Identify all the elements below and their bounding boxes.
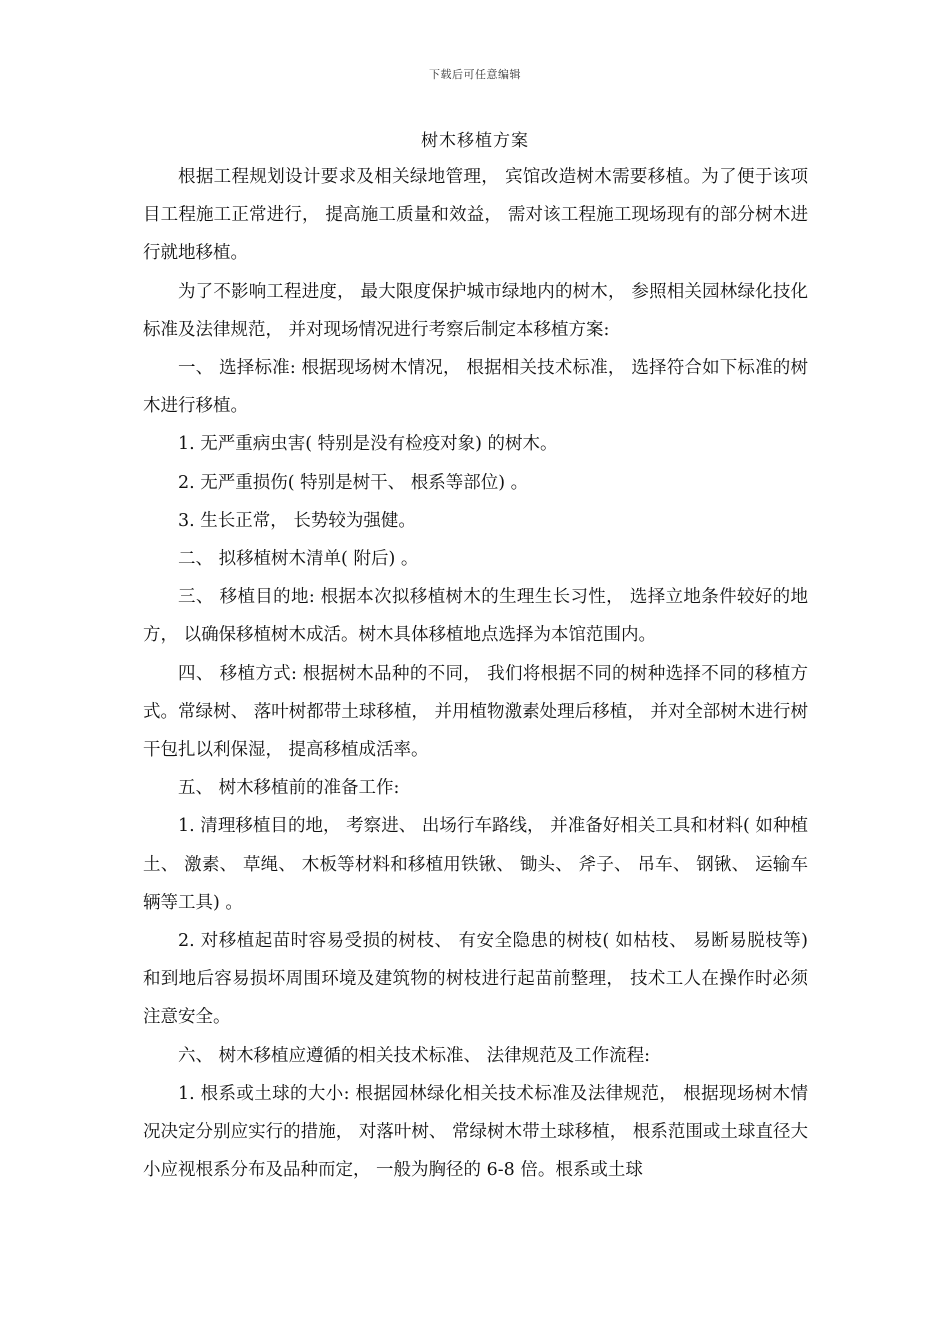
paragraph-item-5-2: 2. 对移植起苗时容易受损的树枝、 有安全隐患的树枝( 如枯枝、 易断易脱枝等) 和到地后容易损坏周围环境及建筑物的树枝进行起苗前整理， 技术工人在操作时必须注意安全。 [143,931,808,1028]
paragraph-section-4: 四、 移植方式: 根据树木品种的不同， 我们将根据不同的树种选择不同的移植方式。常绿树、 落叶树都带土球移植， 并用植物激素处理后移植， 并对全部树木进行树干包扎以利保湿， 提高移植成活率。 [143,663,808,761]
paragraph-item-1-2: 2. 无严重损伤( 特别是树干、 根系等部位) 。 [178,472,529,493]
paragraph-intro: 根据工程规划设计要求及相关绿地管理， 宾馆改造树木需要移植。为了便于该项目工程施工正常进行， 提高施工质量和效益， 需对该工程施工现场现有的部分树木进行就地移植。 [143,167,808,264]
download-note: 下载后可任意编辑 [429,68,521,81]
paragraph-section-5: 五、 树木移植前的准备工作: [178,778,400,799]
paragraph-item-6-1: 1. 根系或土球的大小: 根据园林绿化相关技术标准及法律规范， 根据现场树木情况决定分别应实行的措施， 对落叶树、 常绿树木带土球移植， 根系范围或土球直径大小应视根系分布及品种而定， 一般为胸径的 6-8 倍。根系或土球 [143,1083,808,1181]
paragraph-section-3: 三、 移植目的地: 根据本次拟移植树木的生理生长习性， 选择立地条件较好的地方， 以确保移植树木成活。树木具体移植地点选择为本馆范围内。 [143,587,808,646]
paragraph-section-2: 二、 拟移植树木清单( 附后) 。 [178,549,419,570]
paragraph-section-6: 六、 树木移植应遵循的相关技术标准、 法律规范及工作流程: [178,1045,651,1066]
document-body [143,158,808,1189]
paragraph-purpose: 为了不影响工程进度， 最大限度保护城市绿地内的树木， 参照相关园林绿化技化标准及法律规范， 并对现场情况进行考察后制定本移植方案: [143,281,808,340]
paragraph-item-5-1: 1. 清理移植目的地， 考察进、 出场行车路线， 并准备好相关工具和材料( 如种植土、 激素、 草绳、 木板等材料和移植用铁锹、 锄头、 斧子、 吊车、 钢锹、 运输车辆等工具) 。 [143,816,808,913]
paragraph-section-1: 一、 选择标准: 根据现场树木情况， 根据相关技术标准， 选择符合如下标准的树木进行移植。 [143,358,808,417]
document-title: 树木移植方案 [421,131,529,151]
paragraph-item-1-1: 1. 无严重病虫害( 特别是没有检疫对象) 的树木。 [178,434,558,455]
paragraph-item-1-3: 3. 生长正常， 长势较为强健。 [178,510,416,531]
